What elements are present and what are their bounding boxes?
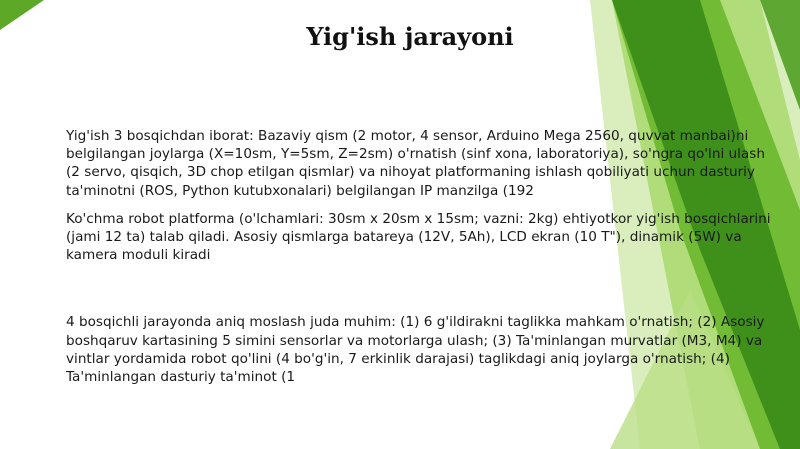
paragraph-1: Yig'ish 3 bosqichdan iborat: Bazaviy qism (2 motor, 4 sensor, Arduino Mega 2560, quvvat manbai)ni belgilangan joylarga (X=10sm, Y=5sm, Z=2sm) o'rnatish (sinf xona, laboratoriya), so'ngra qo'lni ulash (2 servo, qisqich, 3D chop etilgan qismlar) va nihoyat platformaning ishlash qobiliyati uchun dasturiy ta'minotni (ROS, Python kutubxonalari) belgilangan IP manzilga (192: [66, 128, 765, 199]
paragraph-3: 4 bosqichli jarayonda aniq moslash juda muhim: (1) 6 g'ildirakni taglikka mahkam o'rnatish; (2) Asosiy boshqaruv kartasining 5 simini sensorlar va motorlarga ulash; (3) Ta'minlangan murvatlar (M3, M4) va vintlar yordamida robot qo'lini (4 bo'g'in, 7 erkinlik darajasi) taglikdagi aniq joylarga o'rnatish; (4) Ta'minlangan dasturiy ta'minot (1: [66, 314, 765, 386]
slide-body: [66, 127, 776, 386]
slide-title: Yig'ish jarayoni: [306, 22, 514, 51]
paragraph-2: Ko'chma robot platforma (o'lchamlari: 30sm x 20sm x 15sm; vazni: 2kg) ehtiyotkor yig'ish bosqichlarini (jami 12 ta) talab qiladi. Asosiy qismlarga batareya (12V, 5Ah), LCD ekran (10 T"), dinamik (5W) va kamera moduli kiradi: [66, 210, 771, 264]
left-green-stripe: [0, 0, 44, 30]
